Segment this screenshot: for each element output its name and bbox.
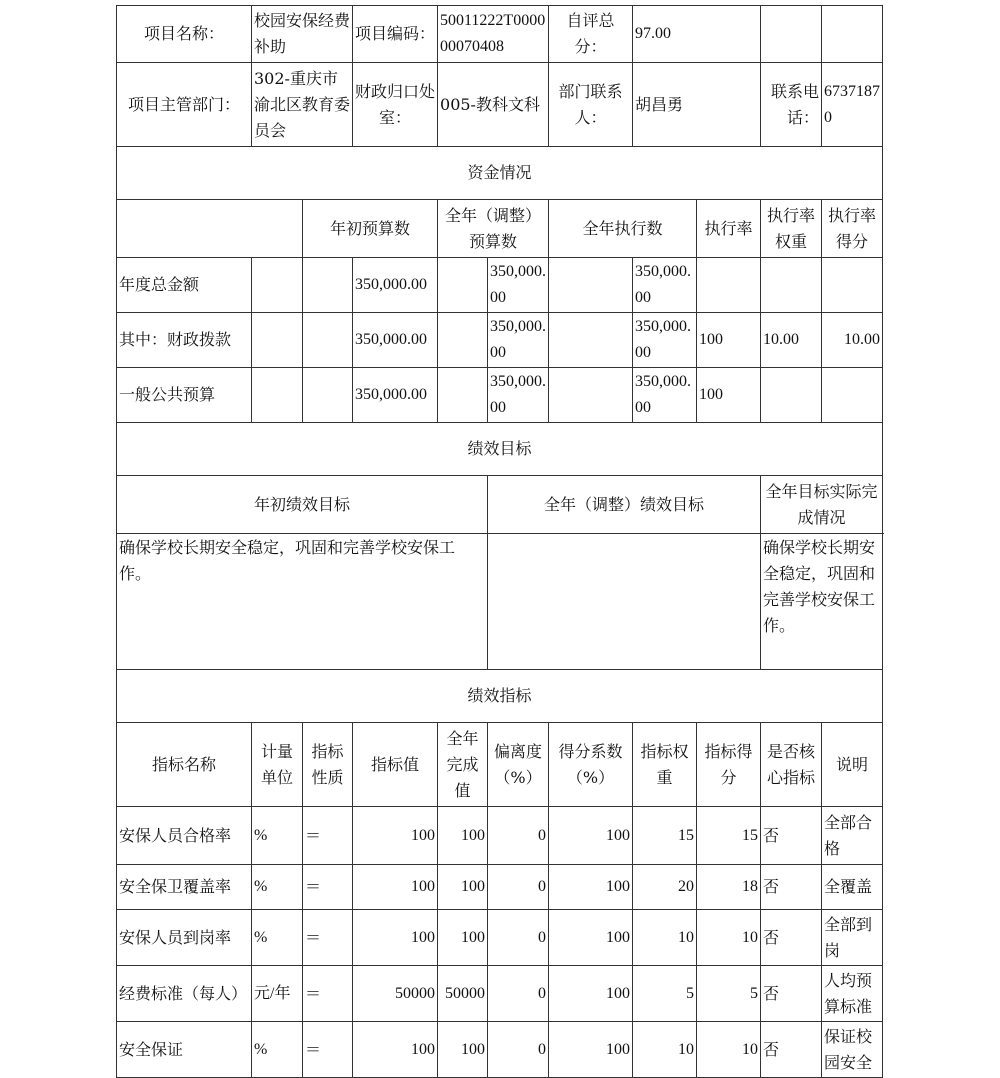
goals-col-actual: 全年目标实际完成情况: [761, 476, 883, 534]
goals-adjusted-text: [488, 534, 761, 670]
ind-col-unit: 计量单位: [252, 723, 303, 807]
goals-col-adjusted: 全年（调整）绩效目标: [488, 476, 761, 534]
ind-name: 安保人员合格率: [117, 807, 252, 865]
ind-weight: 10: [633, 1022, 697, 1078]
ind-actual: 100: [438, 910, 488, 966]
goals-initial-text: 确保学校长期安全稳定，巩固和完善学校安保工作。: [117, 534, 488, 670]
phone-label: 联系电话：: [761, 63, 822, 147]
ind-coef: 100: [549, 1022, 633, 1078]
ind-col-score: 指标得分: [697, 723, 761, 807]
funds-rate: 100: [697, 313, 761, 368]
goals-header-row: [117, 476, 883, 534]
ind-note: 保证校园安全: [822, 1022, 883, 1078]
funds-executed: 350,000.00: [633, 368, 697, 423]
ind-core: 否: [761, 807, 822, 865]
funds-title-row: [117, 147, 883, 200]
project-code: 50011222T000000070408: [438, 6, 549, 63]
funds-header-row: [117, 200, 883, 258]
table-row: [117, 1022, 883, 1078]
ind-nature: ＝: [303, 966, 353, 1022]
ind-deviation: 0: [488, 865, 549, 910]
funds-section-title: 资金情况: [117, 147, 883, 200]
goals-section-title: 绩效目标: [117, 423, 883, 476]
funds-row-label: 年度总金额: [117, 258, 252, 313]
ind-target: 100: [353, 910, 438, 966]
ind-note: 全部合格: [822, 807, 883, 865]
funds-col-initial: 年初预算数: [303, 200, 438, 258]
funds-adjusted: 350,000.00: [488, 368, 549, 423]
self-score-label: 自评总分：: [549, 6, 633, 63]
ind-nature: ＝: [303, 865, 353, 910]
funds-weight: 10.00: [761, 313, 822, 368]
ind-col-core: 是否核心指标: [761, 723, 822, 807]
project-name: 校园安保经费补助: [252, 6, 353, 63]
ind-deviation: 0: [488, 1022, 549, 1078]
funds-initial: 350,000.00: [353, 258, 438, 313]
funds-col-executed: 全年执行数: [549, 200, 697, 258]
ind-col-note: 说明: [822, 723, 883, 807]
ind-target: 100: [353, 807, 438, 865]
phone: 67371870: [822, 63, 883, 147]
ind-score: 10: [697, 1022, 761, 1078]
funds-adjusted: 350,000.00: [488, 313, 549, 368]
finance-label: 财政归口处室：: [353, 63, 438, 147]
ind-core: 否: [761, 1022, 822, 1078]
header-row-2: [117, 63, 883, 147]
ind-weight: 20: [633, 865, 697, 910]
table-row: [117, 910, 883, 966]
funds-row: [117, 368, 883, 423]
funds-score: 10.00: [822, 313, 883, 368]
empty-cell: [252, 313, 303, 368]
ind-deviation: 0: [488, 966, 549, 1022]
ind-score: 18: [697, 865, 761, 910]
contact-label: 部门联系人：: [549, 63, 633, 147]
ind-core: 否: [761, 910, 822, 966]
ind-col-deviation: 偏离度（%）: [488, 723, 549, 807]
empty-cell: [438, 368, 488, 423]
ind-score: 15: [697, 807, 761, 865]
ind-weight: 10: [633, 910, 697, 966]
ind-deviation: 0: [488, 807, 549, 865]
ind-col-name: 指标名称: [117, 723, 252, 807]
ind-col-weight: 指标权重: [633, 723, 697, 807]
funds-rate: [697, 258, 761, 313]
evaluation-table: [116, 5, 883, 1078]
ind-unit: %: [252, 865, 303, 910]
ind-actual: 100: [438, 1022, 488, 1078]
ind-name: 安保人员到岗率: [117, 910, 252, 966]
funds-col-weight: 执行率权重: [761, 200, 822, 258]
self-score: 97.00: [633, 6, 761, 63]
ind-coef: 100: [549, 865, 633, 910]
ind-target: 100: [353, 865, 438, 910]
project-code-label: 项目编码：: [353, 6, 438, 63]
indicators-title-row: [117, 670, 883, 723]
ind-col-actual: 全年完成值: [438, 723, 488, 807]
funds-score: [822, 258, 883, 313]
ind-nature: ＝: [303, 910, 353, 966]
funds-executed: 350,000.00: [633, 258, 697, 313]
empty-cell: [822, 6, 883, 63]
funds-row-label: 一般公共预算: [117, 368, 252, 423]
funds-row: [117, 313, 883, 368]
empty-cell: [438, 258, 488, 313]
ind-weight: 15: [633, 807, 697, 865]
ind-unit: %: [252, 807, 303, 865]
empty-cell: [549, 313, 633, 368]
goals-col-initial: 年初绩效目标: [117, 476, 488, 534]
ind-target: 100: [353, 1022, 438, 1078]
dept-label: 项目主管部门：: [117, 63, 252, 147]
funds-executed: 350,000.00: [633, 313, 697, 368]
ind-name: 安全保卫覆盖率: [117, 865, 252, 910]
funds-row-label: 其中：财政拨款: [117, 313, 252, 368]
ind-core: 否: [761, 966, 822, 1022]
contact: 胡昌勇: [633, 63, 761, 147]
indicators-section-title: 绩效指标: [117, 670, 883, 723]
dept: 302-重庆市渝北区教育委员会: [252, 63, 353, 147]
empty-cell: [117, 200, 303, 258]
table-row: [117, 966, 883, 1022]
empty-cell: [303, 258, 353, 313]
empty-cell: [549, 258, 633, 313]
ind-nature: ＝: [303, 1022, 353, 1078]
empty-cell: [549, 368, 633, 423]
ind-col-nature: 指标性质: [303, 723, 353, 807]
funds-rate: 100: [697, 368, 761, 423]
empty-cell: [252, 368, 303, 423]
ind-unit: 元/年: [252, 966, 303, 1022]
funds-col-rate: 执行率: [697, 200, 761, 258]
ind-name: 经费标准（每人）: [117, 966, 252, 1022]
empty-cell: [303, 313, 353, 368]
empty-cell: [438, 313, 488, 368]
ind-unit: %: [252, 910, 303, 966]
ind-nature: ＝: [303, 807, 353, 865]
finance: 005-教科文科: [438, 63, 549, 147]
ind-unit: %: [252, 1022, 303, 1078]
funds-col-adjusted: 全年（调整）预算数: [438, 200, 549, 258]
ind-actual: 50000: [438, 966, 488, 1022]
project-name-label: 项目名称：: [117, 6, 252, 63]
funds-adjusted: 350,000.00: [488, 258, 549, 313]
ind-actual: 100: [438, 865, 488, 910]
goals-title-row: [117, 423, 883, 476]
ind-score: 10: [697, 910, 761, 966]
funds-row: [117, 258, 883, 313]
ind-coef: 100: [549, 807, 633, 865]
indicators-header-row: [117, 723, 883, 807]
ind-note: 人均预算标准: [822, 966, 883, 1022]
empty-cell: [761, 6, 822, 63]
ind-name: 安全保证: [117, 1022, 252, 1078]
ind-col-coef: 得分系数（%）: [549, 723, 633, 807]
ind-actual: 100: [438, 807, 488, 865]
ind-coef: 100: [549, 966, 633, 1022]
table-row: [117, 807, 883, 865]
funds-col-score: 执行率得分: [822, 200, 883, 258]
ind-note: 全覆盖: [822, 865, 883, 910]
goals-body-row: [117, 534, 883, 670]
funds-initial: 350,000.00: [353, 313, 438, 368]
ind-weight: 5: [633, 966, 697, 1022]
empty-cell: [252, 258, 303, 313]
ind-core: 否: [761, 865, 822, 910]
header-row-1: [117, 6, 883, 63]
ind-target: 50000: [353, 966, 438, 1022]
funds-score: [822, 368, 883, 423]
funds-weight: [761, 368, 822, 423]
ind-note: 全部到岗: [822, 910, 883, 966]
funds-weight: [761, 258, 822, 313]
goals-actual-text: 确保学校长期安全稳定，巩固和完善学校安保工作。: [761, 534, 883, 670]
funds-initial: 350,000.00: [353, 368, 438, 423]
ind-col-target: 指标值: [353, 723, 438, 807]
empty-cell: [303, 368, 353, 423]
table-row: [117, 865, 883, 910]
ind-deviation: 0: [488, 910, 549, 966]
ind-coef: 100: [549, 910, 633, 966]
ind-score: 5: [697, 966, 761, 1022]
